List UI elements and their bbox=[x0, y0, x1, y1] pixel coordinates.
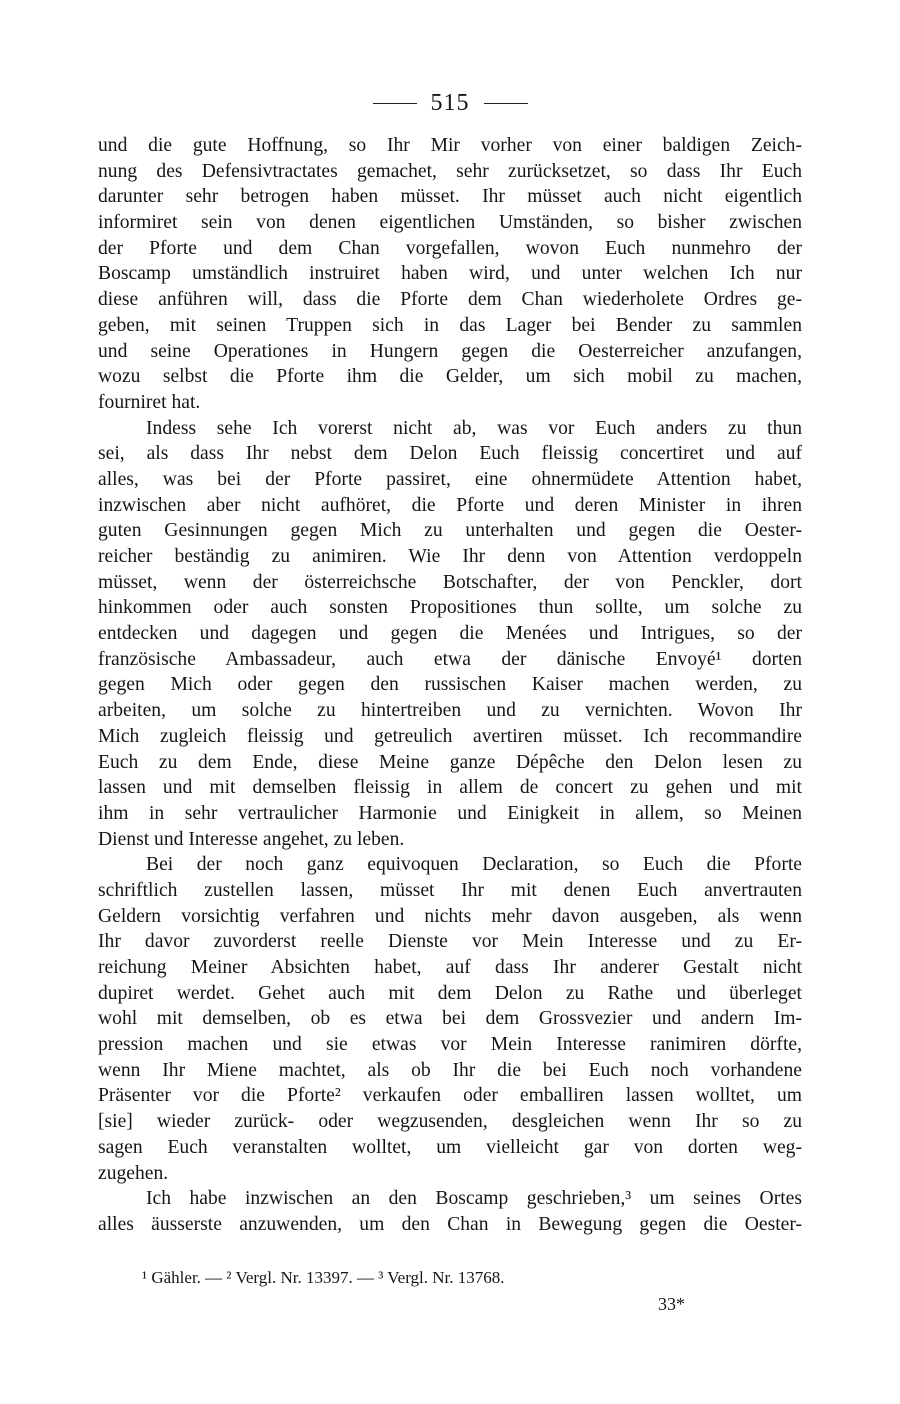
text-line: Indess sehe Ich vorerst nicht ab, was vor Euch anders zu thun bbox=[146, 417, 802, 439]
text-line: reicher beständig zu animiren. Wie Ihr denn von Attention verdoppeln bbox=[98, 546, 802, 567]
text-line: müsset, wenn der österreichsche Botschafter, der von Penckler, dort bbox=[98, 571, 802, 593]
text-line: [sie] wieder zurück- oder wegzusenden, desgleichen wenn Ihr so zu bbox=[98, 1111, 802, 1133]
text-line: Dienst und Interesse angehet, zu leben. bbox=[98, 828, 405, 850]
text-line: nung des Defensivtractates gemachet, sehr zurücksetzet, so dass Ihr Euch bbox=[98, 160, 802, 182]
text-line: und seine Operationes in Hungern gegen die Oesterreicher anzufangen, bbox=[98, 340, 802, 362]
text-line: inzwischen aber nicht aufhöret, die Pforte und deren Minister in ihren bbox=[98, 494, 802, 516]
header-dash-left bbox=[373, 103, 417, 104]
body-text bbox=[98, 133, 802, 1238]
text-line: dupiret werdet. Gehet auch mit dem Delon zu Rathe und überleget bbox=[98, 982, 802, 1004]
text-line: der Pforte und dem Chan vorgefallen, wovon Euch nunmehro der bbox=[98, 237, 802, 259]
page-header bbox=[0, 86, 900, 120]
text-line: wozu selbst die Pforte ihm die Gelder, um sich mobil zu machen, bbox=[98, 366, 802, 388]
text-line: ihm in sehr vertraulicher Harmonie und Einigkeit in allem, so Meinen bbox=[98, 802, 802, 824]
text-line: alles äusserste anzuwenden, um den Chan in Bewegung gegen die Oester- bbox=[98, 1213, 802, 1235]
text-line: französische Ambassadeur, auch etwa der dänische Envoyé¹ dorten bbox=[98, 648, 802, 670]
text-line: sei, als dass Ihr nebst dem Delon Euch fleissig concertiret und auf bbox=[98, 443, 802, 465]
text-line: pression machen und sie etwas vor Mein Interesse ranimiren dörfte, bbox=[98, 1034, 802, 1056]
text-line: guten Gesinnungen gegen Mich zu unterhalten und gegen die Oester- bbox=[98, 520, 802, 542]
text-line: zugehen. bbox=[98, 1162, 169, 1184]
text-line: geben, mit seinen Truppen sich in das Lager bei Bender zu sammlen bbox=[98, 314, 802, 336]
page-number: 515 bbox=[430, 89, 470, 116]
header-dash-right bbox=[484, 103, 528, 104]
text-line: hinkommen oder auch sonsten Propositiones thun sollte, um solche zu bbox=[98, 597, 802, 619]
text-line: Boscamp umständlich instruiret haben wird, und unter welchen Ich nur bbox=[98, 263, 802, 285]
text-line: Euch zu dem Ende, diese Meine ganze Dépêche den Delon lesen zu bbox=[98, 751, 802, 773]
text-line: Ich habe inzwischen an den Boscamp geschrieben,³ um seines Ortes bbox=[146, 1188, 802, 1210]
text-line: und die gute Hoffnung, so Ihr Mir vorher von einer baldigen Zeich- bbox=[98, 135, 802, 156]
text-line: Ihr davor zuvorderst reelle Dienste vor Mein Interesse und zu Er- bbox=[98, 931, 802, 953]
text-line: alles, was bei der Pforte passiret, eine ohnermüdete Attention habet, bbox=[98, 468, 802, 490]
text-line: wenn Ihr Miene machtet, als ob Ihr die bei Euch noch vorhandene bbox=[98, 1059, 802, 1081]
text-line: Bei der noch ganz equivoquen Declaration, so Euch die Pforte bbox=[146, 854, 802, 876]
text-line: schriftlich zustellen lassen, müsset Ihr mit denen Euch anvertrauten bbox=[98, 879, 802, 901]
text-line: diese anführen will, dass die Pforte dem Chan wiederholete Ordres ge- bbox=[98, 289, 802, 311]
text-line: lassen und mit demselben fleissig in allem de concert zu gehen und mit bbox=[98, 777, 802, 799]
text-line: arbeiten, um solche zu hintertreiben und zu vernichten. Wovon Ihr bbox=[98, 700, 802, 722]
text-line: Präsenter vor die Pforte² verkaufen oder emballiren lassen wolltet, um bbox=[98, 1085, 802, 1107]
text-line: gegen Mich oder gegen den russischen Kaiser machen werden, zu bbox=[98, 674, 802, 696]
text-line: Geldern vorsichtig verfahren und nichts mehr davon ausgeben, als wenn bbox=[98, 905, 802, 927]
text-line: sagen Euch veranstalten wolltet, um vielleicht gar von dorten weg- bbox=[98, 1136, 802, 1158]
text-line: informiret sein von denen eigentlichen Umständen, so bisher zwischen bbox=[98, 212, 802, 234]
text-line: reichung Meiner Absichten habet, auf dass Ihr anderer Gestalt nicht bbox=[98, 957, 802, 978]
text-line: entdecken und dagegen und gegen die Menées und Intrigues, so der bbox=[98, 623, 802, 645]
text-line: darunter sehr betrogen haben müsset. Ihr müsset auch nicht eigentlich bbox=[98, 186, 802, 208]
text-line: wohl mit demselben, ob es etwa bei dem Grossvezier und andern Im- bbox=[98, 1008, 802, 1030]
signature-mark: 33* bbox=[658, 1294, 685, 1314]
footnotes: ¹ Gähler. — ² Vergl. Nr. 13397. — ³ Vergl. Nr. 13768. bbox=[142, 1268, 505, 1287]
text-line: Mich zugleich fleissig und getreulich avertiren müsset. Ich recommandire bbox=[98, 725, 802, 747]
text-line: fourniret hat. bbox=[98, 391, 201, 413]
